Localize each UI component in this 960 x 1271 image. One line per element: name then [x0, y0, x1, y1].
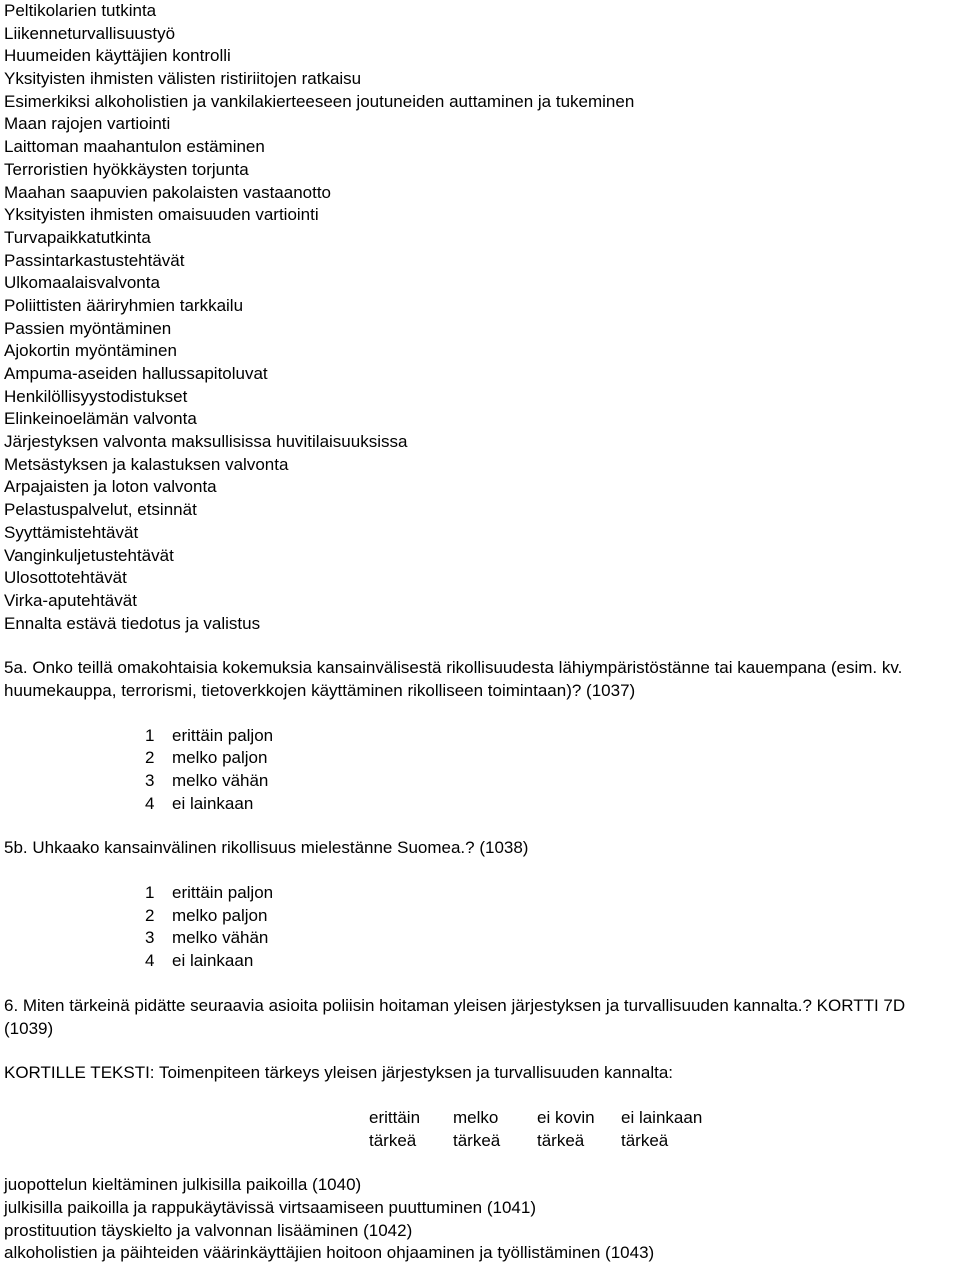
option-label: ei lainkaan — [172, 793, 254, 813]
answer-option — [145, 882, 954, 905]
task-item: Ulosottotehtävät — [4, 568, 127, 588]
task-item: Laittoman maahantulon estäminen — [4, 137, 265, 157]
task-item: Maan rajojen vartiointi — [4, 114, 171, 134]
option-label: ei lainkaan — [172, 951, 254, 971]
answer-option — [145, 725, 954, 748]
option-number: 2 — [145, 748, 155, 768]
option-number: 1 — [145, 725, 155, 745]
task-item: Terroristien hyökkäysten torjunta — [4, 159, 249, 179]
task-item: Passien myöntäminen — [4, 318, 172, 338]
scale-label: tärkeä — [537, 1130, 585, 1150]
answer-option — [145, 770, 954, 793]
task-item: Maahan saapuvien pakolaisten vastaanotto — [4, 182, 332, 202]
scale-label: ei lainkaan — [621, 1107, 703, 1127]
answer-option — [145, 950, 954, 973]
task-item: Elinkeinoelämän valvonta — [4, 409, 197, 429]
question-5b: 5b. Uhkaako kansainvälinen rikollisuus mielestänne Suomea.? (1038) — [4, 838, 529, 858]
question-6-items — [4, 1174, 954, 1265]
task-item: Pelastuspalvelut, etsinnät — [4, 500, 197, 520]
task-item: Turvapaikkatutkinta — [4, 227, 151, 247]
statement-item: juopottelun kieltäminen julkisilla paikoilla (1040) — [4, 1175, 362, 1195]
task-item: Yksityisten ihmisten omaisuuden vartiointi — [4, 205, 319, 225]
task-item: Liikenneturvallisuustyö — [4, 23, 176, 43]
card-text: KORTILLE TEKSTI: Toimenpiteen tärkeys yleisen järjestyksen ja turvallisuuden kannalta: — [4, 1063, 674, 1083]
police-tasks-list — [4, 0, 954, 635]
importance-scale-header — [369, 1107, 954, 1152]
scale-label: ei kovin — [537, 1107, 595, 1127]
scale-label: tärkeä — [369, 1130, 417, 1150]
task-item: Huumeiden käyttäjien kontrolli — [4, 46, 231, 66]
task-item: Metsästyksen ja kalastuksen valvonta — [4, 454, 289, 474]
option-number: 2 — [145, 905, 155, 925]
answer-option — [145, 905, 954, 928]
task-item: Ampuma-aseiden hallussapitoluvat — [4, 364, 268, 383]
option-label: melko vähän — [172, 928, 269, 948]
task-item: Esimerkiksi alkoholistien ja vankilakierteeseen joutuneiden auttaminen ja tukeminen — [4, 91, 635, 111]
statement-item: alkoholistien ja päihteiden väärinkäyttäjien hoitoon ohjaaminen ja työllistäminen (1043) — [4, 1243, 655, 1263]
task-item: Ajokortin myöntäminen — [4, 341, 177, 361]
scale-label: tärkeä — [621, 1130, 669, 1150]
document-page — [4, 0, 954, 1265]
statement-item: prostituution täyskielto ja valvonnan lisääminen (1042) — [4, 1220, 413, 1240]
option-number: 3 — [145, 928, 155, 948]
task-item: Ulkomaalaisvalvonta — [4, 273, 160, 293]
scale-label: melko — [453, 1107, 499, 1127]
task-item: Passintarkastustehtävät — [4, 250, 185, 270]
question-6: 6. Miten tärkeinä pidätte seuraavia asioita poliisin hoitaman yleisen järjestyksen ja turvallisuuden kannalta.? KORTTI 7D (1039) — [4, 995, 906, 1038]
scale-label: tärkeä — [453, 1130, 501, 1150]
task-item: Peltikolarien tutkinta — [4, 1, 157, 20]
option-number: 4 — [145, 951, 155, 971]
option-number: 4 — [145, 793, 155, 813]
task-item: Ennalta estävä tiedotus ja valistus — [4, 613, 261, 633]
option-label: erittäin paljon — [172, 883, 274, 903]
answer-option — [145, 747, 954, 770]
scale-label: erittäin — [369, 1107, 421, 1127]
option-number: 3 — [145, 771, 155, 791]
task-item: Vanginkuljetustehtävät — [4, 545, 174, 565]
option-label: erittäin paljon — [172, 725, 274, 745]
task-item: Järjestyksen valvonta maksullisissa huvitilaisuuksissa — [4, 432, 408, 452]
question-5a: 5a. Onko teillä omakohtaisia kokemuksia kansainvälisestä rikollisuudesta lähiympäristöstänne tai kauempana (esim. kv. huumekauppa, terrorismi, tietoverkkojen käyttäminen rikolliseen toimintaan)? (1037) — [4, 658, 903, 700]
question-5b-options — [4, 882, 954, 973]
answer-option — [145, 793, 954, 816]
option-number: 1 — [145, 883, 155, 903]
question-5a-options — [4, 725, 954, 816]
task-item: Poliittisten ääriryhmien tarkkailu — [4, 295, 244, 315]
option-label: melko vähän — [172, 771, 269, 791]
option-label: melko paljon — [172, 748, 268, 768]
option-label: melko paljon — [172, 905, 268, 925]
task-item: Yksityisten ihmisten välisten ristiriitojen ratkaisu — [4, 69, 362, 89]
statement-item: julkisilla paikoilla ja rappukäytävissä virtsaamiseen puuttuminen (1041) — [4, 1198, 536, 1218]
task-item: Syyttämistehtävät — [4, 522, 139, 542]
task-item: Henkilöllisyystodistukset — [4, 386, 188, 406]
answer-option — [145, 927, 954, 950]
task-item: Arpajaisten ja loton valvonta — [4, 477, 217, 497]
task-item: Virka-aputehtävät — [4, 590, 137, 610]
